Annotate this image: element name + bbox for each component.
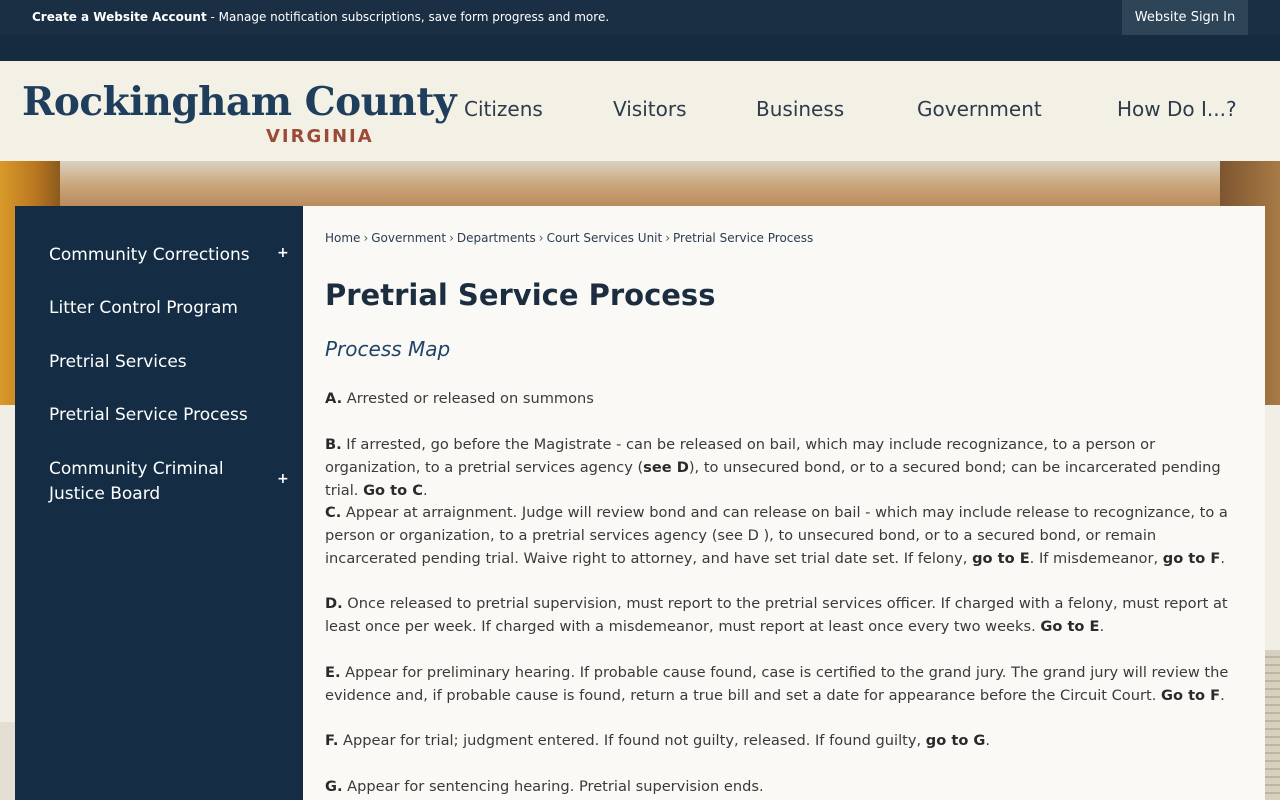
decorative-building-image [1264, 650, 1280, 800]
logo-county-name: Rockingham County [22, 79, 457, 125]
step-goto-misdemeanor: go to F [1162, 550, 1221, 567]
step-goto: Go to E [1040, 618, 1100, 635]
step-text: Appear for trial; judgment entered. If found not guilty, released. If found guilty, [338, 732, 926, 749]
sidebar-nav [15, 206, 303, 800]
breadcrumb-departments[interactable]: Departments [456, 231, 536, 245]
website-sign-in-button[interactable]: Website Sign In [1122, 0, 1248, 35]
step-text: If arrested, go before the Magistrate - can be released on bail, which may include recognizance, to a person or organization, to a pretrial services agency ( [325, 436, 1156, 476]
site-header [0, 61, 1280, 161]
step-text-continued: ), to unsecured bond, or to a secured bond; can be incarcerated pending trial. [325, 459, 1221, 499]
step-letter: F. [325, 732, 339, 749]
process-step-b [325, 433, 1245, 502]
sidebar-item-pretrial-services[interactable]: Pretrial Services [49, 352, 187, 372]
expand-icon[interactable]: + [277, 245, 289, 261]
process-step-c [325, 501, 1245, 570]
nav-visitors[interactable]: Visitors [613, 97, 687, 121]
breadcrumb [325, 231, 813, 245]
page-title: Pretrial Service Process [325, 278, 716, 312]
step-letter: G. [325, 778, 343, 795]
step-goto: go to G [925, 732, 986, 749]
sidebar-item-litter-control[interactable]: Litter Control Program [49, 298, 238, 318]
step-goto: Go to C [363, 482, 423, 499]
step-tail: . [1220, 550, 1225, 567]
nav-citizens[interactable]: Citizens [464, 97, 543, 121]
account-bar [0, 0, 1280, 35]
sidebar-item-community-criminal-justice-board[interactable]: Community Criminal Justice Board [49, 459, 224, 504]
main-content [303, 206, 1265, 800]
step-tail: . [422, 482, 428, 499]
step-text-continued: . If misdemeanor, [1029, 550, 1163, 567]
step-tail: . [1220, 687, 1225, 704]
step-tail: . [985, 732, 991, 749]
section-title: Process Map [325, 337, 451, 361]
step-text: Appear for sentencing hearing. Pretrial supervision ends. [342, 778, 764, 795]
step-letter: A. [325, 390, 343, 407]
step-goto-felony: go to E [972, 550, 1030, 567]
step-text: Appear for preliminary hearing. If probable cause found, case is certified to the grand jury. The grand jury will review the evidence and, if probable cause is found, return a true bill and set a date for appearance before the Circuit Court. [325, 664, 1229, 704]
sidebar-item-community-corrections[interactable]: Community Corrections [49, 245, 250, 265]
process-step-a [325, 387, 1245, 410]
step-text: Once released to pretrial supervision, must report to the pretrial services officer. If charged with a felony, must report at least once per week. If charged with a misdemeanor, must report at least once every two weeks. [325, 595, 1228, 635]
utility-bar [0, 35, 1280, 61]
breadcrumb-government[interactable]: Government [371, 231, 447, 245]
process-step-e [325, 661, 1245, 707]
step-letter: E. [325, 664, 341, 681]
step-tail: . [1099, 618, 1105, 635]
create-account-link[interactable]: Create a Website Account [32, 10, 207, 24]
nav-government[interactable]: Government [917, 97, 1042, 121]
county-logo[interactable] [22, 77, 457, 147]
expand-icon[interactable]: + [277, 471, 289, 487]
logo-state-name: VIRGINIA [266, 126, 374, 147]
process-step-d [325, 592, 1245, 638]
step-text: Arrested or released on summons [342, 390, 594, 407]
create-account-description: - Manage notification subscriptions, save form progress and more. [206, 10, 610, 24]
breadcrumb-home[interactable]: Home [325, 231, 361, 245]
step-letter: C. [325, 504, 342, 521]
step-text: Appear at arraignment. Judge will review bond and can release on bail - which may include release to recognizance, to a person or organization, to a pretrial services agency (see D ), to unsecured bond, or to a secured bond, or remain incarcerated pending trial. Waive right to attorney, and have set trial date set. If felony, [325, 504, 1228, 567]
nav-business[interactable]: Business [756, 97, 845, 121]
breadcrumb-separator: › [363, 231, 369, 245]
breadcrumb-separator: › [665, 231, 671, 245]
breadcrumb-court-services-unit[interactable]: Court Services Unit [546, 231, 663, 245]
breadcrumb-separator: › [449, 231, 454, 245]
step-letter: B. [325, 436, 342, 453]
breadcrumb-current-page[interactable]: Pretrial Service Process [673, 231, 814, 245]
process-step-f [325, 729, 1245, 752]
step-letter: D. [325, 595, 343, 612]
process-step-g [325, 775, 1245, 798]
create-account-message[interactable] [32, 10, 609, 24]
nav-how-do-i[interactable]: How Do I...? [1117, 97, 1237, 121]
step-reference: see D [643, 459, 689, 476]
step-goto: Go to F [1161, 687, 1221, 704]
breadcrumb-separator: › [538, 231, 544, 245]
sidebar-item-pretrial-service-process[interactable]: Pretrial Service Process [49, 405, 248, 425]
